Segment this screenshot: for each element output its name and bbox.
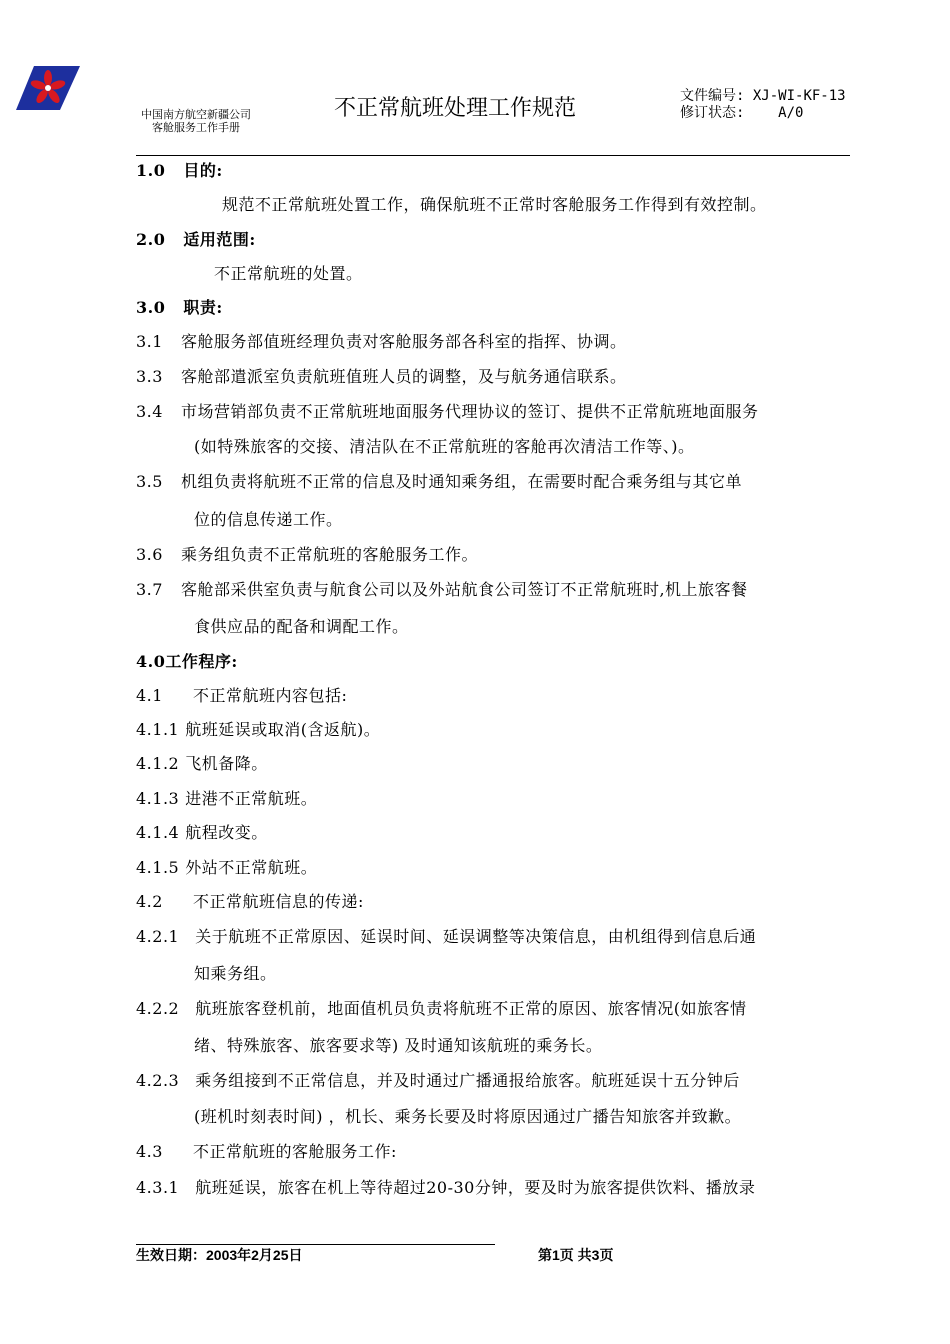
item-3-5: 3.5 机组负责将航班不正常的信息及时通知乘务组，在需要时配合乘务组与其它单 — [136, 472, 742, 491]
doc-number-label: 文件编号: — [680, 88, 745, 104]
header-divider — [136, 155, 850, 156]
item-3-7-cont: 食供应品的配备和调配工作。 — [194, 617, 409, 636]
item-4-2-2-cont: 绪、特殊旅客、旅客要求等) 及时通知该航班的乘务长。 — [194, 1036, 603, 1055]
section-3-heading: 3.0 职责: — [136, 298, 223, 317]
document-title: 不正常航班处理工作规范 — [334, 96, 577, 121]
revision-label: 修订状态: — [680, 105, 745, 121]
doc-number: XJ-WI-KF-13 — [752, 88, 846, 104]
item-3-3: 3.3 客舱部遣派室负责航班值班人员的调整，及与航务通信联系。 — [136, 367, 627, 386]
item-3-4: 3.4 市场营销部负责不正常航班地面服务代理协议的签订、提供不正常航班地面服务 — [136, 402, 759, 421]
item-4-1-1: 4.1.1 航班延误或取消(含返航)。 — [136, 720, 381, 739]
item-4-2-1: 4.2.1 关于航班不正常原因、延误时间、延误调整等决策信息，由机组得到信息后通 — [136, 927, 757, 946]
company-line1: 中国南方航空新疆公司 — [141, 108, 251, 121]
section-1-text: 规范不正常航班处置工作，确保航班不正常时客舱服务工作得到有效控制。 — [222, 195, 767, 214]
item-4-2: 4.2 不正常航班信息的传递: — [136, 892, 364, 911]
effective-date: 生效日期：2003年2月25日 — [136, 1247, 303, 1263]
item-4-2-2: 4.2.2 航班旅客登机前，地面值机员负责将航班不正常的原因、旅客情况(如旅客情 — [136, 999, 747, 1018]
section-2-text: 不正常航班的处置。 — [214, 264, 363, 283]
item-3-4-cont: (如特殊旅客的交接、清洁队在不正常航班的客舱再次清洁工作等、)。 — [194, 437, 695, 456]
section-4-heading: 4.0工作程序: — [136, 652, 238, 671]
page-number: 第1页 共3页 — [538, 1247, 614, 1263]
item-4-1-4: 4.1.4 航程改变。 — [136, 823, 268, 842]
item-3-1: 3.1 客舱服务部值班经理负责对客舱服务部各科室的指挥、协调。 — [136, 332, 627, 351]
item-3-5-cont: 位的信息传递工作。 — [194, 510, 343, 529]
footer-divider — [136, 1244, 495, 1245]
item-4-3: 4.3 不正常航班的客舱服务工作: — [136, 1142, 397, 1161]
revision: A/0 — [778, 105, 804, 121]
item-4-1: 4.1 不正常航班内容包括: — [136, 686, 348, 705]
company-name — [134, 108, 258, 134]
item-4-2-3-cont: (班机时刻表时间) ，机长、乘务长要及时将原因通过广播告知旅客并致歉。 — [194, 1107, 742, 1126]
item-3-7: 3.7 客舱部采供室负责与航食公司以及外站航食公司签订不正常航班时,机上旅客餐 — [136, 580, 748, 599]
company-line2: 客舱服务工作手册 — [152, 121, 240, 134]
item-4-3-1: 4.3.1 航班延误，旅客在机上等待超过20-30分钟，要及时为旅客提供饮料、播放录 — [136, 1178, 756, 1197]
item-4-1-3: 4.1.3 进港不正常航班。 — [136, 789, 318, 808]
section-1-heading: 1.0 目的: — [136, 161, 223, 180]
item-4-2-3: 4.2.3 乘务组接到不正常信息，并及时通过广播通报给旅客。航班延误十五分钟后 — [136, 1071, 740, 1090]
airline-logo-icon — [14, 64, 82, 112]
section-2-heading: 2.0 适用范围: — [136, 230, 256, 249]
document-meta — [680, 88, 846, 122]
item-4-1-5: 4.1.5 外站不正常航班。 — [136, 858, 318, 877]
item-3-6: 3.6 乘务组负责不正常航班的客舱服务工作。 — [136, 545, 478, 564]
item-4-1-2: 4.1.2 飞机备降。 — [136, 754, 268, 773]
item-4-2-1-cont: 知乘务组。 — [194, 964, 277, 983]
